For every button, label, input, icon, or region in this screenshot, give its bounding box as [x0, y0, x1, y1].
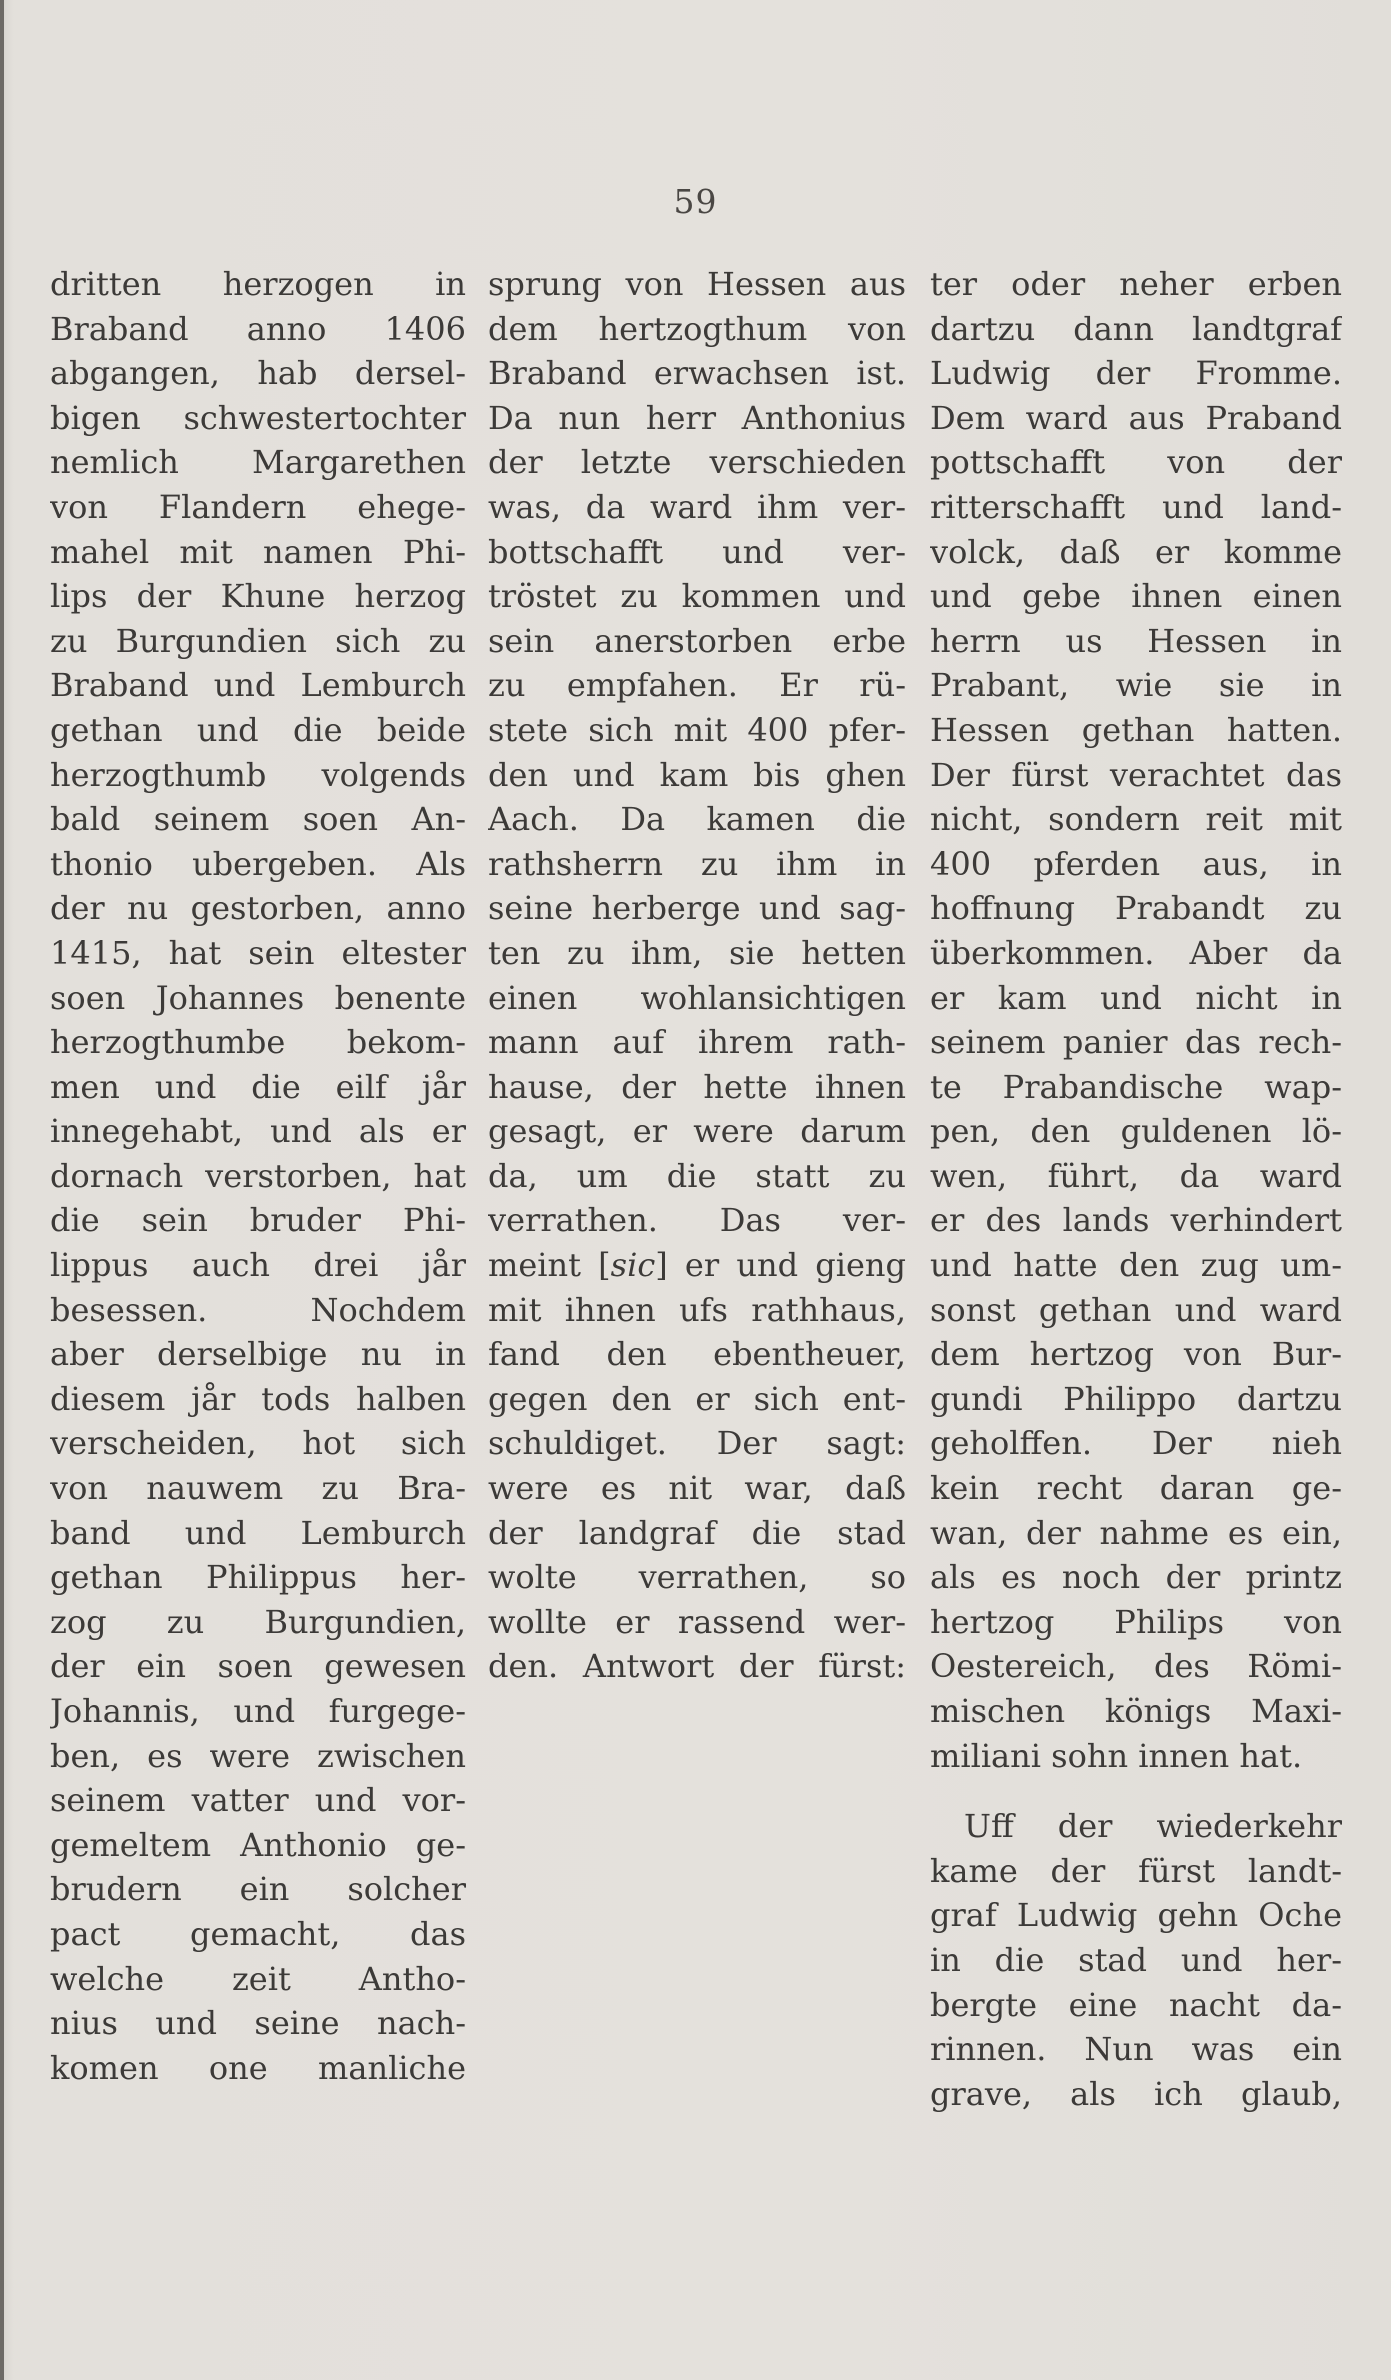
text-line: fand den ebentheuer, — [488, 1335, 906, 1374]
text-line: mann auf ihrem rath- — [488, 1023, 906, 1062]
text-line: gesagt, er were darum — [488, 1112, 906, 1151]
text-line: Dem ward aus Praband — [930, 398, 1342, 437]
text-line: der ein soen gewesen — [50, 1647, 466, 1686]
text-line: Da nun herr Anthonius — [488, 398, 906, 437]
text-line: als es noch der printz — [930, 1558, 1342, 1597]
text-line: zu empfahen. Er rü- — [488, 666, 906, 705]
text-line: hause, der hette ihnen — [488, 1067, 906, 1106]
text-line: wollte er rassend wer- — [488, 1602, 906, 1641]
text-line: lips der Khune herzog — [50, 577, 466, 616]
text-line: meint [sic] er und gieng — [488, 1246, 906, 1285]
text-line: bergte eine nacht da- — [930, 1985, 1342, 2024]
text-line: herzogthumb volgends — [50, 755, 466, 794]
text-line: besessen. Nochdem — [50, 1290, 466, 1329]
text-line: te Prabandische wap- — [930, 1067, 1342, 1106]
text-column-right — [930, 262, 1342, 2116]
text-line: kein recht daran ge- — [930, 1469, 1342, 1508]
text-line: men und die eilf jår — [50, 1067, 466, 1106]
text-line: da, um die statt zu — [488, 1156, 906, 1195]
text-line: er des lands verhindert — [930, 1201, 1342, 1240]
text-line: wolte verrathen, so — [488, 1558, 906, 1597]
binding-edge — [0, 0, 4, 2380]
text-column-left — [50, 262, 466, 2090]
text-line: graf Ludwig gehn Oche — [930, 1896, 1342, 1935]
text-line: rinnen. Nun was ein — [930, 2030, 1342, 2069]
text-line: Oestereich, des Römi- — [930, 1647, 1342, 1686]
text-line: Braband anno 1406 — [50, 309, 466, 348]
text-line: dornach verstorben, hat — [50, 1156, 466, 1195]
text-line: soen Johannes benente — [50, 978, 466, 1017]
text-line: von Flandern ehege- — [50, 487, 466, 526]
text-line: herrn us Hessen in — [930, 621, 1342, 660]
text-line: zu Burgundien sich zu — [50, 621, 466, 660]
text-line: verrathen. Das ver- — [488, 1201, 906, 1240]
text-line: ben, es were zwischen — [50, 1736, 466, 1775]
text-line: Braband und Lemburch — [50, 666, 466, 705]
text-line: abgangen, hab dersel- — [50, 354, 466, 393]
text-line: wen, führt, da ward — [930, 1156, 1342, 1195]
text-line: tröstet zu kommen und — [488, 577, 906, 616]
text-line: hoffnung Prabandt zu — [930, 889, 1342, 928]
text-line: sonst gethan und ward — [930, 1290, 1342, 1329]
text-line: ritterschafft und land- — [930, 487, 1342, 526]
text-line: rathsherrn zu ihm in — [488, 844, 906, 883]
text-line: 1415, hat sein eltester — [50, 933, 466, 972]
text-line: dritten herzogen in — [50, 265, 466, 303]
text-line: Uff der wiederkehr — [964, 1807, 1342, 1846]
text-line: kame der fürst landt- — [930, 1851, 1342, 1890]
text-line: schuldiget. Der sagt: — [488, 1424, 906, 1463]
text-line: was, da ward ihm ver- — [488, 487, 906, 526]
text-line: 400 pferden aus, in — [930, 844, 1342, 883]
text-line: Aach. Da kamen die — [488, 800, 906, 839]
text-line: welche zeit Antho- — [50, 1959, 466, 1998]
text-line: gemeltem Anthonio ge- — [50, 1825, 466, 1864]
text-line: pen, den guldenen lö- — [930, 1112, 1342, 1151]
text-line: geholffen. Der nieh — [930, 1424, 1342, 1463]
text-line: pact gemacht, das — [50, 1914, 466, 1953]
text-line: diesem jår tods halben — [50, 1379, 466, 1418]
text-line: volck, daß er komme — [930, 532, 1342, 571]
text-line: wan, der nahme es ein, — [930, 1513, 1342, 1552]
text-line: den. Antwort der fürst: — [488, 1647, 906, 1686]
text-line: dartzu dann landtgraf — [930, 309, 1342, 348]
text-line: verscheiden, hot sich — [50, 1424, 466, 1463]
text-line: dem hertzogthum von — [488, 309, 906, 348]
text-line: überkommen. Aber da — [930, 933, 1342, 972]
text-line: lippus auch drei jår — [50, 1246, 466, 1285]
text-line: herzogthumbe bekom- — [50, 1023, 466, 1062]
text-line: bottschafft und ver- — [488, 532, 906, 571]
text-line: mischen königs Maxi- — [930, 1692, 1342, 1730]
text-line: einen wohlansichtigen — [488, 978, 906, 1017]
text-line: nicht, sondern reit mit — [930, 800, 1342, 839]
text-line: Braband erwachsen ist. — [488, 354, 906, 393]
text-column-middle — [488, 262, 906, 1689]
text-line: der nu gestorben, anno — [50, 889, 466, 928]
text-line: Der fürst verachtet das — [930, 755, 1342, 794]
text-line: miliani sohn innen hat. — [930, 1736, 1303, 1775]
text-line: er kam und nicht in — [930, 978, 1342, 1017]
text-line: sprung von Hessen aus — [488, 265, 906, 303]
text-line: innegehabt, und als er — [50, 1112, 466, 1151]
text-line: und hatte den zug um- — [930, 1246, 1342, 1285]
text-line: mit ihnen ufs rathhaus, — [488, 1290, 906, 1329]
text-line: nius und seine nach- — [50, 2004, 466, 2043]
text-line: die sein bruder Phi- — [50, 1201, 466, 1240]
text-line: seinem panier das rech- — [930, 1023, 1342, 1062]
text-line: den und kam bis ghen — [488, 755, 906, 794]
text-line: Johannis, und furgege- — [50, 1692, 466, 1730]
text-line: Hessen gethan hatten. — [930, 710, 1342, 749]
text-line: band und Lemburch — [50, 1513, 466, 1552]
text-line: gethan und die beide — [50, 710, 466, 749]
sic-marker: sic — [610, 1246, 656, 1285]
text-line: gundi Philippo dartzu — [930, 1379, 1342, 1418]
text-line: ter oder neher erben — [930, 265, 1342, 303]
text-line: aber derselbige nu in — [50, 1335, 466, 1374]
text-line: gegen den er sich ent- — [488, 1379, 906, 1418]
text-line: seine herberge und sag- — [488, 889, 906, 928]
paragraph-gap — [930, 1778, 1342, 1804]
text-line: der landgraf die stad — [488, 1513, 906, 1552]
text-line: grave, als ich glaub, — [930, 2074, 1342, 2113]
text-line: Prabant, wie sie in — [930, 666, 1342, 705]
page-number: 59 — [673, 182, 718, 221]
text-line: pottschafft von der — [930, 443, 1342, 482]
text-line: bald seinem soen An- — [50, 800, 466, 839]
text-line: seinem vatter und vor- — [50, 1781, 466, 1820]
text-line: zog zu Burgundien, — [50, 1602, 466, 1641]
text-line: ten zu ihm, sie hetten — [488, 933, 906, 972]
text-line: thonio ubergeben. Als — [50, 844, 466, 883]
text-line: bigen schwestertochter — [50, 398, 466, 437]
text-line: nemlich Margarethen — [50, 443, 466, 482]
text-line: von nauwem zu Bra- — [50, 1469, 466, 1508]
text-line: gethan Philippus her- — [50, 1558, 466, 1597]
text-line: komen one manliche — [50, 2048, 466, 2087]
text-line: in die stad und her- — [930, 1940, 1342, 1979]
text-line: stete sich mit 400 pfer- — [488, 710, 906, 749]
text-line: der letzte verschieden — [488, 443, 906, 482]
text-line: were es nit war, daß — [488, 1469, 906, 1508]
text-line: dem hertzog von Bur- — [930, 1335, 1342, 1374]
text-line: brudern ein solcher — [50, 1870, 466, 1909]
text-line: Ludwig der Fromme. — [930, 354, 1342, 393]
text-line: und gebe ihnen einen — [930, 577, 1342, 616]
text-line: mahel mit namen Phi- — [50, 532, 466, 571]
text-line: hertzog Philips von — [930, 1602, 1342, 1641]
text-line: sein anerstorben erbe — [488, 621, 906, 660]
